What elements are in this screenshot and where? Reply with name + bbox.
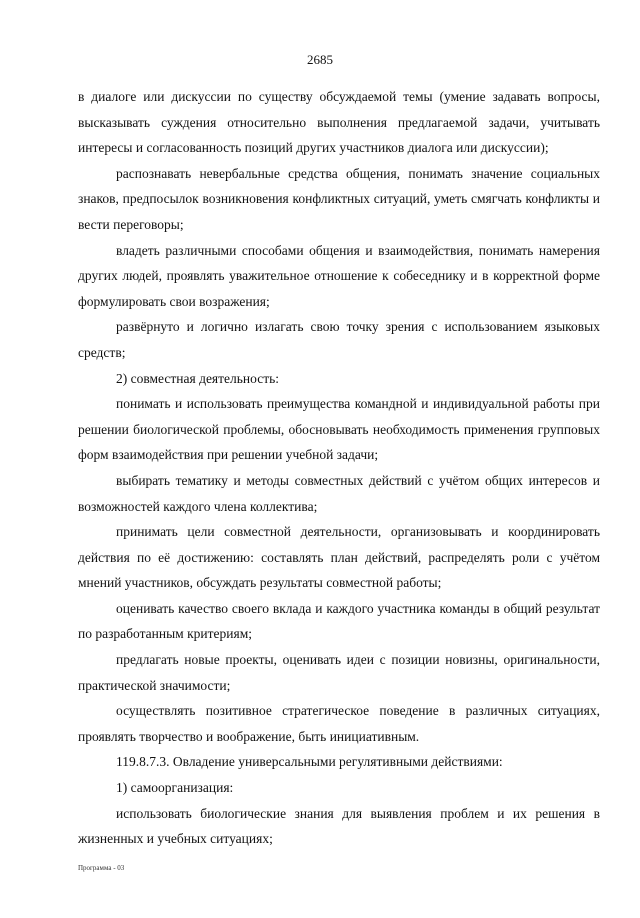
- paragraph: 2) совместная деятельность:: [116, 370, 280, 386]
- paragraph: осуществлять позитивное стратегическое поведение в различных ситуациях, проявлять творчество и воображение, быть инициативным.: [78, 703, 600, 744]
- paragraph: владеть различными способами общения и взаимодействия, понимать намерения других людей, проявлять уважительное отношение к собеседнику и в корректной форме формулировать свои возражения;: [78, 242, 600, 309]
- footer-note: Программа - 03: [78, 864, 125, 872]
- page-number: 2685: [307, 52, 333, 67]
- paragraph: понимать и использовать преимущества командной и индивидуальной работы при решении биологической проблемы, обосновывать необходимость применения групповых форм взаимодействия при решении учебной задачи;: [78, 396, 600, 463]
- paragraph: выбирать тематику и методы совместных действий с учётом общих интересов и возможностей каждого члена коллектива;: [78, 472, 600, 514]
- document-body: [78, 84, 600, 852]
- paragraph: в диалоге или дискуссии по существу обсуждаемой темы (умение задавать вопросы, высказывать суждения относительно выполнения предлагаемой задачи, учитывать интересы и согласованность позиций других участников диалога или дискуссии);: [78, 89, 600, 156]
- paragraph: предлагать новые проекты, оценивать идеи с позиции новизны, оригинальности, практической значимости;: [78, 652, 600, 693]
- paragraph: развёрнуто и логично излагать свою точку зрения с использованием языковых средств;: [78, 319, 600, 360]
- paragraph: 119.8.7.3. Овладение универсальными регулятивными действиями:: [116, 754, 503, 770]
- paragraph: 1) самоорганизация:: [116, 780, 234, 796]
- paragraph: оценивать качество своего вклада и каждого участника команды в общий результат по разработанным критериям;: [78, 600, 600, 642]
- paragraph: распознавать невербальные средства общения, понимать значение социальных знаков, предпосылок возникновения конфликтных ситуаций, уметь смягчать конфликты и вести переговоры;: [78, 165, 600, 232]
- paragraph: использовать биологические знания для выявления проблем и их решения в жизненных и учебных ситуациях;: [78, 805, 600, 847]
- paragraph: принимать цели совместной деятельности, организовывать и координировать действия по её достижению: составлять план действий, распределять роли с учётом мнений участников, обсуждать результаты совместной работы;: [78, 524, 600, 591]
